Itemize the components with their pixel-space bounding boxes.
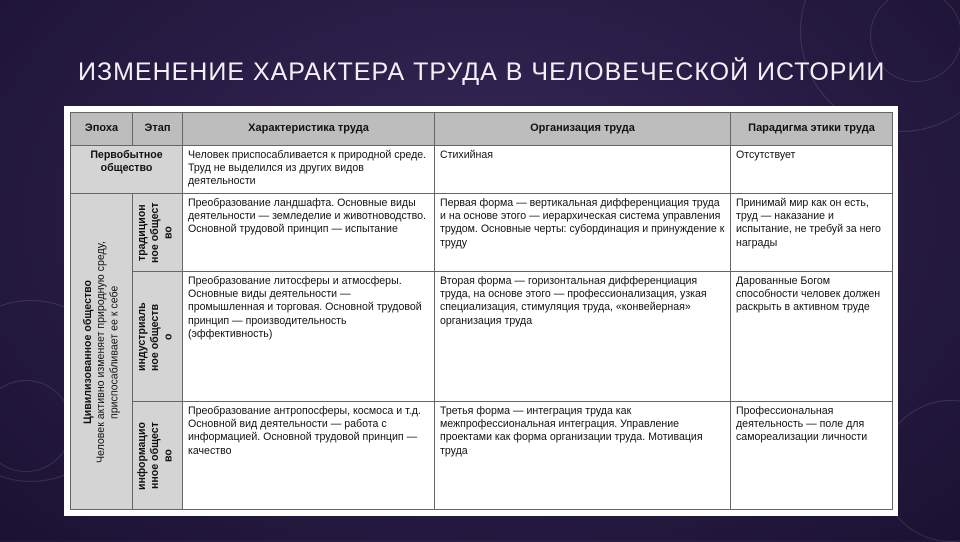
cell-character: Преобразование антропосферы, космоса и т.д. Основной вид деятельности — работа с информацией. Основной трудовой принцип — качество: [183, 402, 435, 510]
era-civilized-subtitle: Человек активно изменяет природную среду, приспосабливает ее к себе: [94, 240, 121, 463]
era-primitive: Первобытное общество: [71, 146, 183, 194]
labor-history-table: [70, 112, 893, 510]
header-organization: Организация труда: [435, 113, 731, 146]
stage-industrial-label: индустриальное общество: [135, 302, 174, 371]
header-character: Характеристика труда: [183, 113, 435, 146]
header-era: Эпоха: [71, 113, 133, 146]
era-civilized-vertical-text: [82, 202, 122, 502]
labor-history-table-sheet: [64, 106, 898, 516]
era-civilized: [71, 194, 133, 510]
table-row-primitive: [71, 146, 893, 194]
cell-paradigm: Дарованные Богом способности человек должен раскрыть в активном труде: [731, 272, 893, 402]
header-stage: Этап: [133, 113, 183, 146]
cell-organization: Первая форма — вертикальная дифференциация труда и на основе этого — иерархическая система управления трудом. Основные черты: субординация и принуждение к труду: [435, 194, 731, 272]
cell-character: Преобразование литосферы и атмосферы. Основные виды деятельности — промышленная и торговая. Основной трудовой принцип — производительность (эффективность): [183, 272, 435, 402]
slide-title: ИЗМЕНЕНИЕ ХАРАКТЕРА ТРУДА В ЧЕЛОВЕЧЕСКОЙ ИСТОРИИ: [78, 58, 886, 86]
cell-paradigm: Принимай мир как он есть, труд — наказание и испытание, не требуй за него награды: [731, 194, 893, 272]
cell-organization: Третья форма — интеграция труда как межпрофессиональная интеграция. Управление проектами как форма организации труда. Мотивация труда: [435, 402, 731, 510]
cell-organization: Стихийная: [435, 146, 731, 194]
stage-industrial: [133, 272, 183, 402]
cell-character: Преобразование ландшафта. Основные виды деятельности — земледелие и животноводство. Основной трудовой принцип — испытание: [183, 194, 435, 272]
cell-character: Человек приспосабливается к природной среде. Труд не выделился из других видов деятельности: [183, 146, 435, 194]
table-row-industrial: [71, 272, 893, 402]
era-civilized-title: Цивилизованное общество: [81, 279, 94, 424]
table-row-traditional: [71, 194, 893, 272]
stage-information-label: информационное общество: [135, 421, 174, 490]
stage-information: [133, 402, 183, 510]
table-header-row: [71, 113, 893, 146]
stage-traditional-label: традиционное общество: [135, 202, 174, 263]
cell-paradigm: Профессиональная деятельность — поле для самореализации личности: [731, 402, 893, 510]
header-paradigm: Парадигма этики труда: [731, 113, 893, 146]
stage-traditional: [133, 194, 183, 272]
cell-organization: Вторая форма — горизонтальная дифференциация труда, на основе этого — профессионализация, узкая специализация, стимуляция труда, «конвейерная» организация труда: [435, 272, 731, 402]
cell-paradigm: Отсутствует: [731, 146, 893, 194]
table-row-information: [71, 402, 893, 510]
